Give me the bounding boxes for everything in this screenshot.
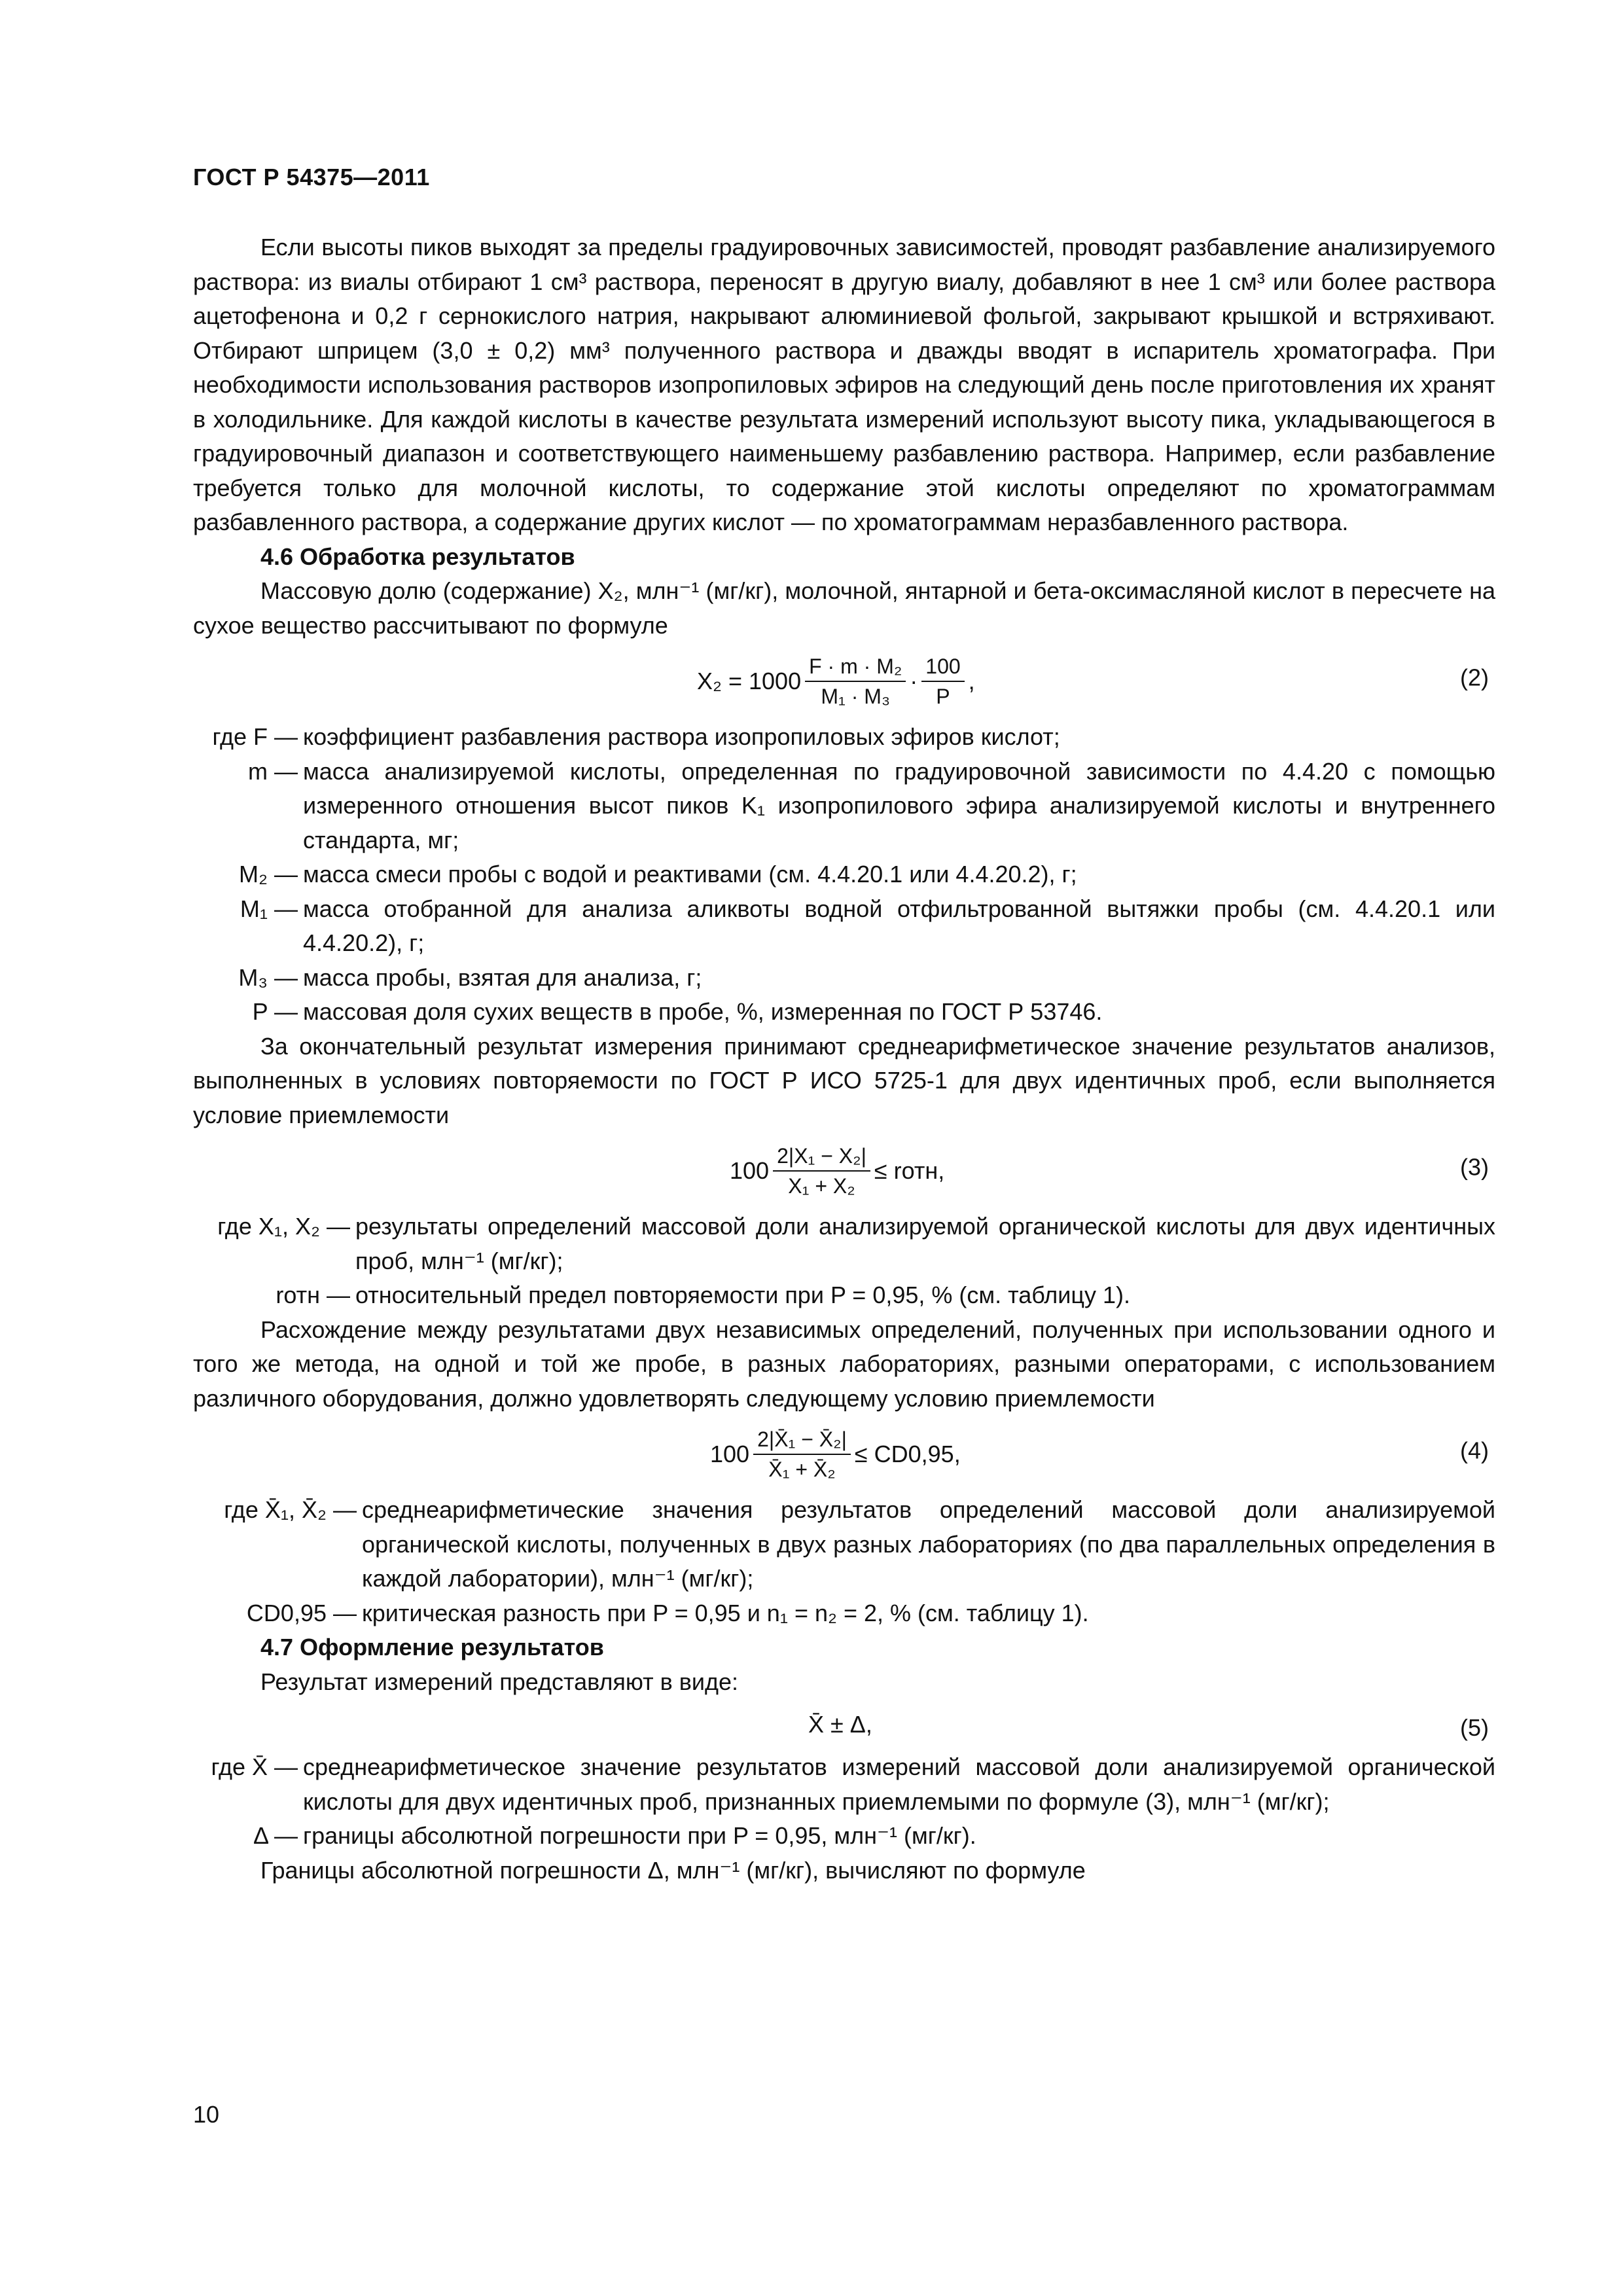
definitions-formula-4: [193, 1493, 1495, 1630]
formula-3-fraction: [773, 1143, 870, 1199]
formula-2-numerator-1: F · m · M₂: [805, 653, 906, 682]
formula-4-denominator: X̄₁ + X̄₂: [768, 1458, 836, 1481]
formula-3-denominator: X₁ + X₂: [788, 1174, 855, 1198]
formula-4-fraction: [753, 1426, 851, 1482]
formula-2-lhs: X₂ = 1000: [697, 667, 802, 694]
definition-label: где F —: [212, 723, 298, 750]
formula-4-numerator: 2|X̄₁ − X̄₂|: [753, 1426, 851, 1455]
definition-label: где X₁, X₂ —: [217, 1213, 350, 1240]
formula-4-rhs: ≤ CD0,95,: [854, 1440, 961, 1467]
definition-row: [193, 961, 1495, 996]
formula-4-number: (4): [1460, 1437, 1489, 1464]
definition-row: [193, 1493, 1495, 1596]
definition-row: [193, 1278, 1495, 1313]
formula-3-number: (3): [1460, 1153, 1489, 1181]
formula-3-rhs: ≤ rотн,: [874, 1157, 945, 1184]
formula-3-lhs: 100: [730, 1157, 770, 1184]
formula-2-numerator-2: 100: [921, 653, 964, 682]
formula-5-number: (5): [1460, 1714, 1489, 1741]
section-heading-4-6: 4.6 Обработка результатов: [260, 543, 575, 570]
paragraph-absolute-error: Границы абсолютной погрешности Δ, млн⁻¹ (мг/кг), вычисляют по формуле: [260, 1856, 1086, 1884]
page-number: 10: [193, 2101, 220, 2128]
definition-row: [193, 892, 1495, 961]
definition-row: [193, 720, 1495, 755]
paragraph-dilution: Если высоты пиков выходят за пределы градуировочных зависимостей, проводят разбавление анализируемого раствора: из виалы отбирают 1 см³ раствора, переносят в другую виалу, добавляют в нее 1 см³ или более раствора ацетофенона и 0,2 г сернокислого натрия, накрывают алюминиевой фольгой, закрывают крышкой и встряхивают. Отбирают шприцем (3,0 ± 0,2) мм³ полученного раствора и дважды вводят в испаритель хроматографа. При необходимости использования растворов изопропиловых эфиров на следующий день после приготовления их хранят в холодильнике. Для каждой кислоты в качестве результата измерений используют высоту пика, укладывающегося в градуировочный диапазон и соответствующего наименьшему разбавлению раствора. Например, если разбавление требуется только для молочной кислоты, то содержание этой кислоты определяют по хроматограммам разбавленного раствора, а содержание других кислот — по хроматограммам неразбавленного раствора.: [193, 234, 1495, 535]
formula-2-tail: ,: [968, 667, 975, 694]
formula-2-denominator-1: M₁ · M₃: [821, 685, 890, 708]
paragraph-mass-fraction: Массовую долю (содержание) X₂, млн⁻¹ (мг/кг), молочной, янтарной и бета-оксимасляной кислот в пересчете на сухое вещество рассчитывают по формуле: [193, 577, 1495, 639]
definition-text: среднеарифметические значения результатов определений массовой доли анализируемой органической кислоты, полученных в двух разных лабораториях (по два параллельных определения в каждой лаборатории), млн⁻¹ (мг/кг);: [362, 1496, 1495, 1592]
definition-text: масса анализируемой кислоты, определенная по градуировочной зависимости по 4.4.20 с помощью измеренного отношения высот пиков K₁ изопропилового эфира анализируемой кислоты и внутреннего стандарта, мг;: [303, 757, 1495, 853]
definition-text: массовая доля сухих веществ в пробе, %, измеренная по ГОСТ Р 53746.: [303, 998, 1103, 1025]
formula-2-fraction-2: [921, 653, 964, 709]
definition-text: результаты определений массовой доли анализируемой органической кислоты для двух идентичных проб, млн⁻¹ (мг/кг);: [355, 1213, 1495, 1274]
definition-text: критическая разность при P = 0,95 и n₁ = n₂ = 2, % (см. таблицу 1).: [362, 1599, 1089, 1626]
definition-row: [193, 1819, 1495, 1854]
definition-row: [193, 1596, 1495, 1631]
definition-label: rотн —: [276, 1282, 350, 1308]
formula-5-expression: X̄ ± Δ,: [808, 1710, 872, 1738]
definitions-formula-2: [193, 720, 1495, 1030]
paragraph-reproducibility: Расхождение между результатами двух независимых определений, полученных при использовании одного и того же метода, на одной и той же пробе, в разных лабораториях, разными операторами, с использованием различного оборудования, должно удовлетворять следующему условию приемлемости: [193, 1316, 1495, 1412]
definition-text: границы абсолютной погрешности при P = 0,95, млн⁻¹ (мг/кг).: [303, 1822, 976, 1849]
definition-text: среднеарифметическое значение результатов измерений массовой доли анализируемой органической кислоты для двух идентичных проб, признанных приемлемыми по формуле (3), млн⁻¹ (мг/кг);: [303, 1753, 1495, 1815]
paragraph-result-format: Результат измерений представляют в виде:: [260, 1668, 739, 1695]
definition-text: масса пробы, взятая для анализа, г;: [303, 963, 702, 991]
formula-4-lhs: 100: [710, 1440, 750, 1467]
standard-header: ГОСТ Р 54375—2011: [193, 164, 430, 190]
definition-label: M₂ —: [239, 861, 298, 888]
formula-2-denominator-2: P: [936, 685, 950, 708]
definition-label: где X̄ —: [211, 1753, 298, 1780]
definition-row: [193, 995, 1495, 1030]
definition-row: [193, 857, 1495, 892]
definitions-formula-5: [193, 1750, 1495, 1854]
definition-row: [193, 1210, 1495, 1278]
section-heading-4-7: 4.7 Оформление результатов: [260, 1634, 604, 1660]
definition-label: где X̄₁, X̄₂ —: [224, 1496, 357, 1523]
formula-2-mid: ·: [910, 667, 918, 694]
formula-2-fraction-1: [805, 653, 906, 709]
definition-text: масса смеси пробы с водой и реактивами (см. 4.4.20.1 или 4.4.20.2), г;: [303, 861, 1077, 888]
definition-text: коэффициент разбавления раствора изопропиловых эфиров кислот;: [303, 723, 1060, 750]
paragraph-final-result: За окончательный результат измерения принимают среднеарифметическое значение результатов анализов, выполненных в условиях повторяемости по ГОСТ Р ИСО 5725-1 для двух идентичных проб, если выполняется условие приемлемости: [193, 1032, 1495, 1128]
definition-text: масса отобранной для анализа аликвоты водной отфильтрованной вытяжки пробы (см. 4.4.20.1 или 4.4.20.2), г;: [303, 895, 1495, 956]
formula-3: [193, 1135, 1495, 1207]
formula-4: [193, 1418, 1495, 1490]
definition-row: [193, 755, 1495, 858]
definition-label: Δ —: [253, 1822, 298, 1849]
definition-label: M₁ —: [240, 895, 298, 922]
definition-label: M₃ —: [238, 963, 298, 991]
formula-5: [193, 1702, 1495, 1748]
definition-label: m —: [248, 757, 298, 785]
formula-3-numerator: 2|X₁ − X₂|: [773, 1143, 870, 1172]
document-body: [193, 230, 1495, 1888]
definitions-formula-3: [193, 1210, 1495, 1313]
formula-2-number: (2): [1460, 664, 1489, 691]
definition-row: [193, 1750, 1495, 1819]
definition-label: P —: [252, 998, 298, 1025]
definition-text: относительный предел повторяемости при P = 0,95, % (см. таблицу 1).: [355, 1282, 1131, 1308]
definition-label: CD0,95 —: [246, 1599, 357, 1626]
formula-2: [193, 645, 1495, 717]
